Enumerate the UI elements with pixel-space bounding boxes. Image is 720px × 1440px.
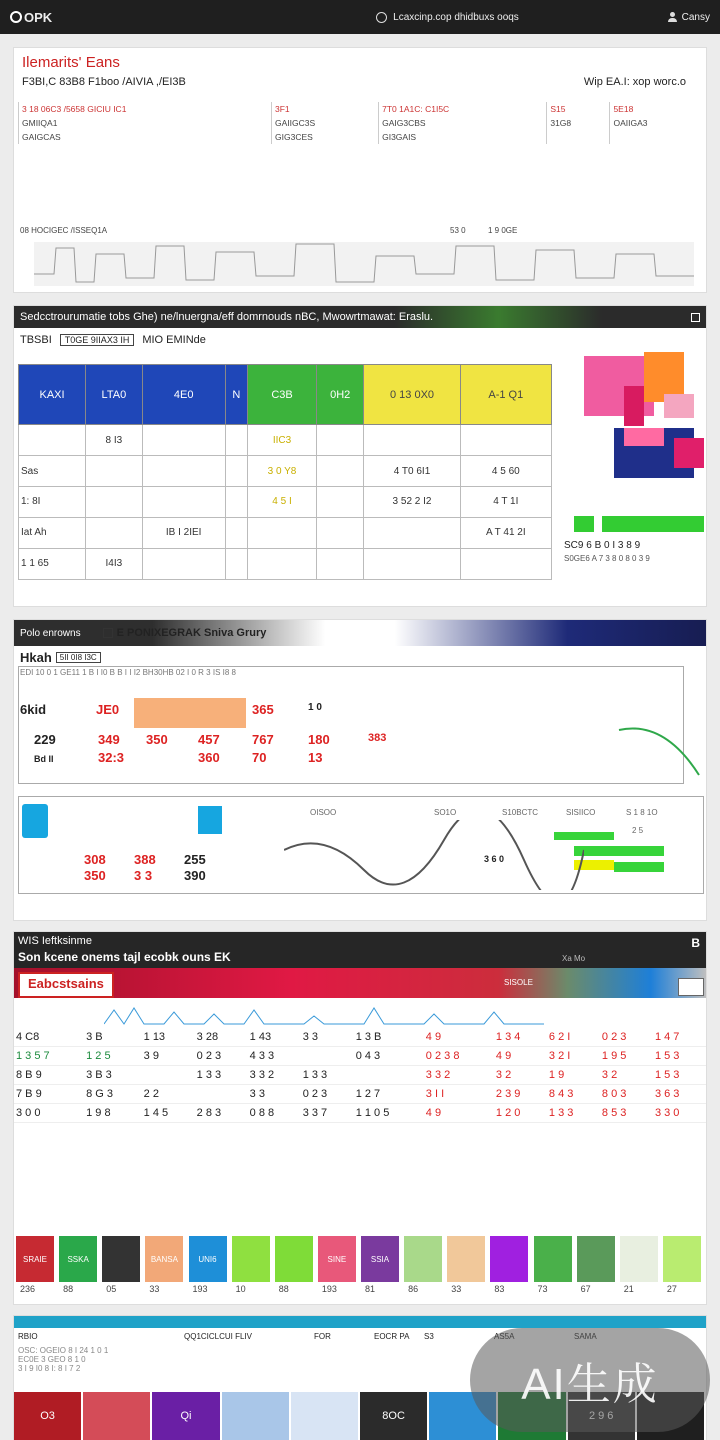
metric-value: JE0 <box>96 702 120 717</box>
table-cell: 1 9 8 <box>84 1104 142 1123</box>
metric-value: 255 <box>184 852 206 867</box>
table-cell: 2 3 9 <box>494 1085 547 1104</box>
table-cell: 1 4 5 <box>142 1104 195 1123</box>
panel-header <box>14 306 706 328</box>
table-cell: 3 B <box>84 1028 142 1047</box>
color-swatch[interactable] <box>620 1236 658 1282</box>
table-cell: 1 3 3 <box>301 1066 354 1085</box>
table-cell <box>354 1066 424 1085</box>
dock-item[interactable] <box>291 1392 358 1440</box>
table-cell: 1 1 0 5 <box>354 1104 424 1123</box>
table-cell: 1 3 3 <box>195 1066 248 1085</box>
green-bar <box>574 846 664 856</box>
ai-watermark: AI生成 <box>470 1328 710 1432</box>
metric-value: 350 <box>146 732 168 747</box>
metric-value: 3 3 <box>134 868 153 883</box>
address-bar[interactable] <box>376 12 519 23</box>
table-cell: 4 9 <box>424 1028 494 1047</box>
table-cell: 3 3 7 <box>301 1104 354 1123</box>
panel-header-left: Polo enrowns <box>20 627 81 639</box>
swatch-value: 81 <box>365 1284 376 1294</box>
table-cell <box>225 456 247 487</box>
column-header[interactable]: 0H2 <box>317 365 364 425</box>
top-bar <box>0 0 720 34</box>
dock-item[interactable]: 8OC <box>360 1392 427 1440</box>
table-cell: 1 9 5 <box>600 1047 653 1066</box>
section-badge: 5II 0I8 I3C <box>56 652 101 663</box>
column-header[interactable]: A-1 Q1 <box>460 365 551 425</box>
panel-summary <box>14 48 706 292</box>
panel-subtitle: F3BI,C 83B8 F1boo /AIVIA ,/EI3B <box>22 76 186 88</box>
mode-label: MIO EMINde <box>142 334 206 346</box>
table-cell: 1 13 <box>142 1028 195 1047</box>
column-header[interactable]: N <box>225 365 247 425</box>
maximize-icon[interactable] <box>691 313 700 322</box>
table-cell: 1 5 3 <box>653 1047 706 1066</box>
table-cell: 1 2 0 <box>494 1104 547 1123</box>
panel-header <box>14 932 706 968</box>
table-cell <box>195 1085 248 1104</box>
metric-value: 767 <box>252 732 274 747</box>
metric-value: 390 <box>184 868 206 883</box>
table-cell <box>317 487 364 518</box>
table-cell: 3F1 <box>272 102 379 116</box>
panel-metrics <box>14 620 706 920</box>
color-swatch[interactable] <box>490 1236 528 1282</box>
table-cell: 3 2 <box>600 1066 653 1085</box>
column-header: S3 <box>424 1332 434 1341</box>
column-header: FOR <box>314 1332 331 1341</box>
graphic-subcaption: S0GE6 A 7 3 8 0 8 0 3 9 <box>564 554 650 563</box>
panel-title: Ilemarits' Eans <box>22 54 120 71</box>
metric-value: 229 <box>34 732 56 747</box>
swatch-value: 88 <box>63 1284 74 1294</box>
info-lines <box>18 1346 108 1373</box>
table-cell <box>248 548 317 579</box>
highlight-block <box>134 698 246 728</box>
table-cell: 3 3 <box>248 1085 301 1104</box>
swatch-value: 33 <box>451 1284 462 1294</box>
color-swatch[interactable]: SINE <box>318 1236 356 1282</box>
section-title-text: Hkah <box>20 650 52 665</box>
cyan-badge <box>22 804 48 838</box>
table-cell: 3 2 <box>494 1066 547 1085</box>
table-cell <box>317 456 364 487</box>
table-cell: 8 4 3 <box>547 1085 600 1104</box>
table-cell: 0 2 3 8 <box>424 1047 494 1066</box>
panel-table <box>14 932 706 1304</box>
swatch-value: 236 <box>20 1284 36 1294</box>
color-swatch[interactable] <box>232 1236 270 1282</box>
table-cell: 8 I3 <box>86 425 143 456</box>
table-cell: 1 43 <box>248 1028 301 1047</box>
table-cell: 3 0 Y8 <box>248 456 317 487</box>
table-cell: 3 3 <box>301 1028 354 1047</box>
panel-header-right: E PONIXEGRAK Sniva Grury <box>116 627 267 639</box>
accent-bar <box>14 1316 706 1328</box>
table-cell: Sas <box>19 456 86 487</box>
swatch-value: 67 <box>580 1284 591 1294</box>
table-cell: 31G8 <box>547 116 610 130</box>
table-row <box>14 1028 706 1047</box>
table-cell <box>225 425 247 456</box>
table-cell <box>460 425 551 456</box>
section-title <box>20 650 101 665</box>
panel-right-text: Wip EA.I: xop worc.o <box>583 76 686 88</box>
table-cell <box>317 517 364 548</box>
table-row <box>14 1066 706 1085</box>
toolbar-label: TBSBI <box>20 334 52 346</box>
small-label: 2 5 <box>632 826 644 835</box>
table-cell: IB I 2IEI <box>142 517 225 548</box>
table-cell <box>142 548 225 579</box>
strip-label-right: 53 0 <box>450 226 466 235</box>
table-cell: OAIIGA3 <box>610 116 702 130</box>
table-cell: 2 2 <box>142 1085 195 1104</box>
table-cell: 1 3 B <box>354 1028 424 1047</box>
metric-value: 180 <box>308 732 330 747</box>
info-line: 3 I 9 I0 8 I: 8 I 7 2 <box>18 1364 81 1373</box>
metric-value: 70 <box>252 750 267 765</box>
color-swatch[interactable] <box>663 1236 701 1282</box>
table-cell <box>86 456 143 487</box>
small-label: S 1 8 1O <box>626 808 658 817</box>
table-cell: GMIIQA1 <box>19 116 272 130</box>
table-cell: S15 <box>547 102 610 116</box>
table-cell: 1 1 65 <box>19 548 86 579</box>
table-cell: 3 3 2 <box>248 1066 301 1085</box>
color-swatch[interactable]: SSIA <box>361 1236 399 1282</box>
table-cell: 0 8 8 <box>248 1104 301 1123</box>
metric-value: 308 <box>84 852 106 867</box>
dock-item[interactable]: Qi <box>152 1392 219 1440</box>
swatch-value: 86 <box>408 1284 419 1294</box>
color-swatch[interactable]: SSKA <box>59 1236 97 1282</box>
sparkline <box>104 1004 544 1028</box>
table-cell: IIC3 <box>248 425 317 456</box>
table-cell: 6 2 I <box>547 1028 600 1047</box>
table-cell: 1 3 5 7 <box>14 1047 84 1066</box>
logo-icon <box>10 11 22 23</box>
user-name: Cansy <box>681 11 710 23</box>
metric-value: 457 <box>198 732 220 747</box>
metric-value: 13 <box>308 750 323 765</box>
table-cell <box>142 487 225 518</box>
swatch-value: 33 <box>149 1284 160 1294</box>
metrics-box-upper <box>18 666 684 784</box>
table-row <box>14 1104 706 1123</box>
table-cell: 3 B 3 <box>84 1066 142 1085</box>
swatch-value: 193 <box>192 1284 208 1294</box>
small-label: SO1O <box>434 808 457 817</box>
wave-line <box>284 820 584 890</box>
table-cell: 4 T 1I <box>460 487 551 518</box>
table-cell <box>86 487 143 518</box>
table-cell: 8 0 3 <box>600 1085 653 1104</box>
user-icon <box>668 12 676 22</box>
dock-item[interactable] <box>83 1392 150 1440</box>
table-cell: 3 9 <box>142 1047 195 1066</box>
table-cell: 3 6 3 <box>653 1085 706 1104</box>
filter-box[interactable]: T0GE 9IIAX3 IH <box>60 334 135 346</box>
table-cell <box>610 130 702 144</box>
table-cell: GAIGCAS <box>19 130 272 144</box>
color-swatch[interactable] <box>275 1236 313 1282</box>
table-cell: 3 3 0 <box>653 1104 706 1123</box>
swatch-value: 21 <box>623 1284 634 1294</box>
table-cell <box>317 548 364 579</box>
summary-table <box>18 102 702 144</box>
table-row <box>19 517 552 548</box>
color-swatch[interactable] <box>102 1236 140 1282</box>
color-swatch[interactable]: SRAIE <box>16 1236 54 1282</box>
swatch-value: 83 <box>494 1284 505 1294</box>
table-cell: 4 5 I <box>248 487 317 518</box>
app-logo[interactable] <box>10 10 52 25</box>
table-cell: 5E18 <box>610 102 702 116</box>
table-cell: 3 I I <box>424 1085 494 1104</box>
table-cell: GAIG3CBS <box>379 116 547 130</box>
table-cell <box>547 130 610 144</box>
table-row <box>19 487 552 518</box>
toolbar-row <box>20 334 206 346</box>
swatch-value: 193 <box>321 1284 337 1294</box>
metric-value: 32:3 <box>98 750 125 765</box>
table-cell <box>225 548 247 579</box>
metric-value: 388 <box>134 852 156 867</box>
panel-header <box>14 620 706 646</box>
table-cell: 4 9 <box>494 1047 547 1066</box>
table-cell: 4 T0 6I1 <box>364 456 460 487</box>
table-cell: 0 2 3 <box>195 1047 248 1066</box>
table-row <box>14 1085 706 1104</box>
table-cell: A T 41 2I <box>460 517 551 548</box>
table-cell <box>86 517 143 548</box>
table-cell: 0 4 3 <box>354 1047 424 1066</box>
table-cell: 1 9 <box>547 1066 600 1085</box>
table-cell: 7T0 1A1C: C1I5C <box>379 102 547 116</box>
table-cell <box>225 517 247 548</box>
color-band <box>14 968 706 998</box>
metric-value: 383 <box>368 732 387 744</box>
color-block-graphic <box>554 346 704 566</box>
color-swatch[interactable]: BANSA <box>145 1236 183 1282</box>
panel-title: WIS Ieftksinme <box>18 935 92 947</box>
metric-value: 6kid <box>20 702 47 717</box>
panel-header-text: Sedcctrourumatie tobs Ghe) ne/lnuergna/eff domrnouds nBC, Mwowrtmawat: Eraslu. <box>20 311 434 323</box>
metric-value: 1 0 <box>308 702 322 713</box>
panel-header-meta: Xa Mo <box>562 954 586 963</box>
info-line: EC0E 3 GEO 8 1 0 <box>18 1355 86 1364</box>
column-header: QQ1CICLCUI FLIV <box>184 1332 253 1341</box>
column-header[interactable]: C3B <box>248 365 317 425</box>
table-cell: 4 3 3 <box>248 1047 301 1066</box>
table-cell <box>364 548 460 579</box>
table-cell: 0 2 3 <box>301 1085 354 1104</box>
metric-value: Bd II <box>34 754 54 764</box>
metric-value: 3 6 0 <box>484 854 505 864</box>
swatch-value: 27 <box>666 1284 677 1294</box>
color-swatch[interactable]: UNI6 <box>189 1236 227 1282</box>
table-cell <box>142 1066 195 1085</box>
table-cell: 1 2 5 <box>84 1047 142 1066</box>
table-row <box>19 548 552 579</box>
table-cell: 4 5 60 <box>460 456 551 487</box>
table-cell: 3 52 2 I2 <box>364 487 460 518</box>
table-cell: I4I3 <box>86 548 143 579</box>
small-label: SISIICO <box>566 808 596 817</box>
table-cell: 8 G 3 <box>84 1085 142 1104</box>
section-tag[interactable]: Eabcstsains <box>18 972 114 998</box>
table-cell <box>225 487 247 518</box>
swatch-row <box>16 1236 706 1296</box>
trend-line <box>614 710 704 780</box>
table-cell <box>19 425 86 456</box>
metric-value: 360 <box>198 750 220 765</box>
column-header: RBIO <box>18 1332 38 1341</box>
table-cell: 1: 8I <box>19 487 86 518</box>
table-cell: GAIIGC3S <box>272 116 379 130</box>
table-row <box>19 456 552 487</box>
table-cell: 1 4 7 <box>653 1028 706 1047</box>
table-cell: 1 5 3 <box>653 1066 706 1085</box>
waveform-strip <box>34 234 694 292</box>
panel-subtitle: Son kcene onems tajl ecobk ouns EK <box>18 950 231 964</box>
ruler-row: EDI 10 0 1 GE11 1 B I I0 B B I I I2 BH30HB 02 I 0 R 3 IS I8 8 <box>20 668 236 677</box>
color-swatch[interactable] <box>577 1236 615 1282</box>
table-cell: 4 9 <box>424 1104 494 1123</box>
user-menu[interactable] <box>668 12 710 23</box>
window-icon[interactable] <box>103 628 113 638</box>
swatch-value: 73 <box>537 1284 548 1294</box>
data-table <box>14 1028 706 1123</box>
column-header[interactable]: LTA0 <box>86 365 143 425</box>
dock-item[interactable]: O3 <box>14 1392 81 1440</box>
table-cell <box>248 517 317 548</box>
strip-label: 08 HOCIGEC /ISSEQ1A <box>20 226 108 235</box>
table-cell <box>364 425 460 456</box>
table-cell <box>364 517 460 548</box>
cyan-badge <box>198 806 222 834</box>
table-cell: 7 B 9 <box>14 1085 84 1104</box>
table-cell <box>301 1047 354 1066</box>
info-line: OSC: OGEIO 8 I 24 1 0 1 <box>18 1346 109 1355</box>
table-cell: 1 3 4 <box>494 1028 547 1047</box>
bold-toggle-button[interactable]: B <box>691 936 700 950</box>
metric-value: 349 <box>98 732 120 747</box>
metric-value: 365 <box>252 702 274 717</box>
table-cell: 1 3 3 <box>547 1104 600 1123</box>
table-cell: GI3GAIS <box>379 130 547 144</box>
color-swatch[interactable] <box>447 1236 485 1282</box>
table-cell: 1 2 7 <box>354 1085 424 1104</box>
green-bar <box>614 862 664 872</box>
table-cell: 8 B 9 <box>14 1066 84 1085</box>
table-cell <box>460 548 551 579</box>
table-row <box>19 425 552 456</box>
metric-value: 350 <box>84 868 106 883</box>
address-text: Lcaxcinp.cop dhidbuxs ooqs <box>393 11 519 23</box>
logo-text: OPK <box>24 9 53 25</box>
table-cell: GIG3CES <box>272 130 379 144</box>
strip-label-right-2: 1 9 0GE <box>488 226 518 235</box>
search-icon <box>376 12 387 23</box>
data-grid <box>18 364 552 580</box>
table-cell: 3 2 I <box>547 1047 600 1066</box>
table-cell: 2 8 3 <box>195 1104 248 1123</box>
table-cell <box>142 425 225 456</box>
table-cell: 3 0 0 <box>14 1104 84 1123</box>
table-cell: 3 18 06C3 /5658 GICIU IC1 <box>19 102 272 116</box>
column-header[interactable]: 4E0 <box>142 365 225 425</box>
swatch-value: 88 <box>278 1284 289 1294</box>
swatch-value: 10 <box>235 1284 246 1294</box>
table-row <box>14 1047 706 1066</box>
table-cell: 3 28 <box>195 1028 248 1047</box>
small-label: S10BCTC <box>502 808 539 817</box>
table-cell <box>142 456 225 487</box>
table-cell <box>317 425 364 456</box>
band-input[interactable] <box>678 978 704 996</box>
table-cell: 4 C8 <box>14 1028 84 1047</box>
color-swatch[interactable] <box>534 1236 572 1282</box>
table-cell: 8 5 3 <box>600 1104 653 1123</box>
dock-item[interactable] <box>222 1392 289 1440</box>
column-header: EOCR PA <box>374 1332 410 1341</box>
column-header[interactable]: 0 13 0X0 <box>364 365 460 425</box>
band-label: SISOLE <box>504 978 533 987</box>
table-cell: 0 2 3 <box>600 1028 653 1047</box>
table-cell: 3 3 2 <box>424 1066 494 1085</box>
small-label: OISOO <box>310 808 337 817</box>
swatch-value: 05 <box>106 1284 117 1294</box>
graphic-caption: SC9 6 B 0 I 3 8 9 <box>564 540 641 551</box>
column-header[interactable]: KAXI <box>19 365 86 425</box>
color-swatch[interactable] <box>404 1236 442 1282</box>
table-cell: Iat Ah <box>19 517 86 548</box>
panel-grid <box>14 306 706 606</box>
